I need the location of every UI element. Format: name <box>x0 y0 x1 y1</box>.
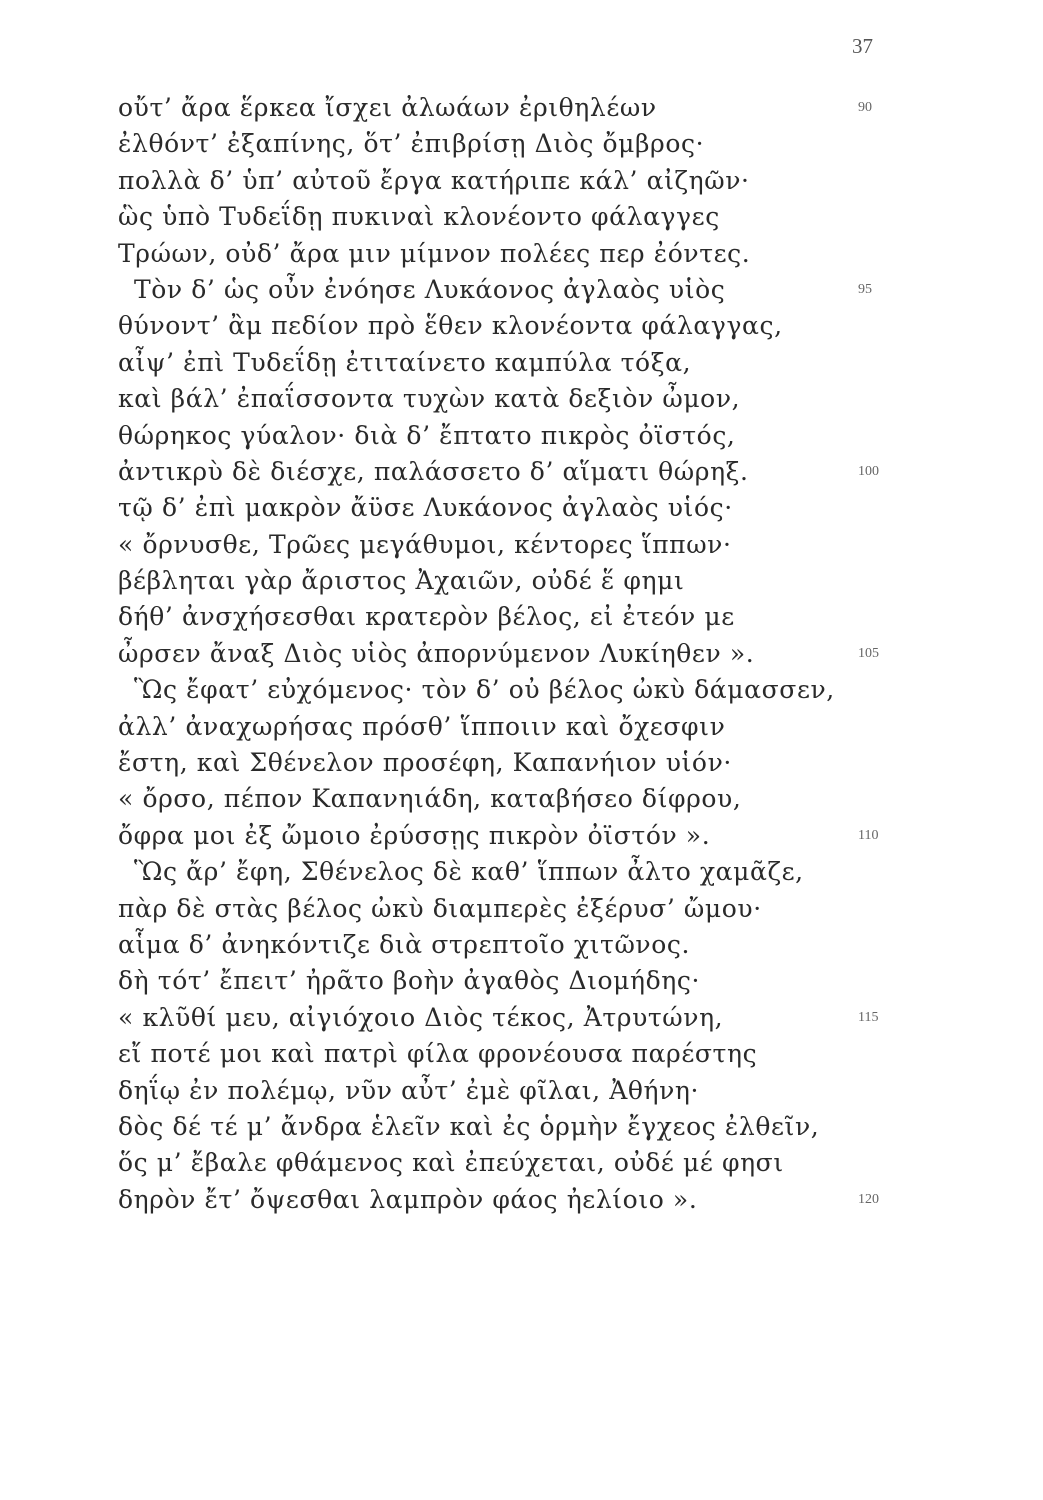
line-number: 115 <box>858 1009 879 1025</box>
verse-line <box>0 199 1043 235</box>
verse-line <box>0 927 1043 963</box>
verse-text: καὶ βάλ’ ἐπαΐσσοντα τυχὼν κατὰ δεξιὸν ὦμον, <box>118 384 741 414</box>
verse-text: ὅς μ’ ἔβαλε φθάμενος καὶ ἐπεύχεται, οὐδέ μέ φησι <box>118 1148 784 1178</box>
verse-text: ὣς ὑπὸ Τυδεΐδῃ πυκιναὶ κλονέοντο φάλαγγες <box>118 202 720 232</box>
verse-text: δηρὸν ἔτ’ ὄψεσθαι λαμπρὸν φάος ἠελίοιο ». <box>118 1184 698 1214</box>
verse-text: οὔτ’ ἄρα ἕρκεα ἴσχει ἀλωάων ἐριθηλέων <box>118 93 657 122</box>
verse-text: δὸς δέ τέ μ’ ἄνδρα ἑλεῖν καὶ ἐς ὁρμὴν ἔγχεος ἐλθεῖν, <box>118 1111 820 1141</box>
verse-line <box>0 745 1043 781</box>
line-number: 95 <box>858 281 872 297</box>
verse-text: πολλὰ δ’ ὑπ’ αὐτοῦ ἔργα κατήριπε κάλ’ αἰζηῶν· <box>118 165 750 195</box>
verse-text: πὰρ δὲ στὰς βέλος ὠκὺ διαμπερὲς ἐξέρυσ’ ὤμου· <box>118 893 762 923</box>
verse-line <box>0 1109 1043 1145</box>
verse-text: εἴ ποτέ μοι καὶ πατρὶ φίλα φρονέουσα παρέστης <box>118 1039 758 1069</box>
verse-text: « ὄρνυσθε, Τρῶες μεγάθυμοι, κέντορες ἵππων· <box>118 529 732 559</box>
verse-line <box>0 418 1043 454</box>
verse-line <box>0 490 1043 526</box>
verse-line <box>0 1073 1043 1109</box>
verse-text: θώρηκος γύαλον· διὰ δ’ ἔπτατο πικρὸς ὀϊστός, <box>118 420 736 450</box>
verse-text: Τρώων, οὐδ’ ἄρα μιν μίμνον πολέες περ ἐόντες. <box>118 238 751 268</box>
verse-text-block <box>0 90 1043 1218</box>
verse-line <box>0 381 1043 417</box>
verse-line <box>0 891 1043 927</box>
verse-text: « κλῦθί μευ, αἰγιόχοιο Διὸς τέκος, Ἀτρυτώνη, <box>118 1002 724 1032</box>
line-number: 120 <box>858 1191 879 1207</box>
verse-text: δὴ τότ’ ἔπειτ’ ἠρᾶτο βοὴν ἀγαθὸς Διομήδης· <box>118 966 700 996</box>
verse-text: Ὣς ἄρ’ ἔφη, Σθένελος δὲ καθ’ ἵππων ἆλτο χαμᾶζε, <box>134 857 804 887</box>
verse-line <box>0 126 1043 162</box>
verse-line <box>0 818 1043 854</box>
verse-line <box>0 636 1043 672</box>
verse-line <box>0 90 1043 126</box>
verse-line <box>0 599 1043 635</box>
verse-line <box>0 854 1043 890</box>
line-number: 110 <box>858 827 879 843</box>
verse-text: « ὄρσο, πέπον Καπανηιάδη, καταβήσεο δίφρου, <box>118 784 742 814</box>
verse-text: αἷμα δ’ ἀνηκόντιζε διὰ στρεπτοῖο χιτῶνος. <box>118 929 691 959</box>
verse-line <box>0 672 1043 708</box>
verse-text: ἐλθόντ’ ἐξαπίνης, ὅτ’ ἐπιβρίσῃ Διὸς ὄμβρος· <box>118 129 705 159</box>
verse-text: δηΐῳ ἐν πολέμῳ, νῦν αὖτ’ ἐμὲ φῖλαι, Ἀθήνη· <box>118 1075 700 1105</box>
verse-text: ἔστη, καὶ Σθένελον προσέφη, Καπανήιον υἱόν· <box>118 748 732 778</box>
verse-text: Τὸν δ’ ὡς οὖν ἐνόησε Λυκάονος ἀγλαὸς υἱὸς <box>134 274 726 304</box>
verse-line <box>0 345 1043 381</box>
verse-text: βέβληται γὰρ ἄριστος Ἀχαιῶν, οὐδέ ἕ φημι <box>118 566 685 596</box>
verse-line <box>0 163 1043 199</box>
verse-line <box>0 963 1043 999</box>
verse-line <box>0 709 1043 745</box>
verse-line <box>0 236 1043 272</box>
verse-line <box>0 1182 1043 1218</box>
line-number: 100 <box>858 463 879 479</box>
verse-text: ὦρσεν ἄναξ Διὸς υἱὸς ἀπορνύμενον Λυκίηθεν ». <box>118 638 755 668</box>
verse-text: τῷ δ’ ἐπὶ μακρὸν ἄϋσε Λυκάονος ἀγλαὸς υἱός· <box>118 493 733 523</box>
verse-line <box>0 1036 1043 1072</box>
verse-text: ἀλλ’ ἀναχωρήσας πρόσθ’ ἵπποιιν καὶ ὄχεσφιν <box>118 711 726 741</box>
verse-line <box>0 563 1043 599</box>
verse-text: ἀντικρὺ δὲ διέσχε, παλάσσετο δ’ αἵματι θώρηξ. <box>118 456 749 486</box>
verse-line <box>0 308 1043 344</box>
verse-line <box>0 1145 1043 1181</box>
verse-line <box>0 454 1043 490</box>
verse-line <box>0 1000 1043 1036</box>
verse-text: θύνοντ’ ἂμ πεδίον πρὸ ἕθεν κλονέοντα φάλαγγας, <box>118 311 783 341</box>
verse-line <box>0 527 1043 563</box>
line-number: 105 <box>858 645 879 661</box>
page-number: 37 <box>852 34 873 58</box>
verse-line <box>0 781 1043 817</box>
verse-text: δήθ’ ἀνσχήσεσθαι κρατερὸν βέλος, εἰ ἐτεόν με <box>118 602 735 632</box>
verse-line <box>0 272 1043 308</box>
verse-text: αἶψ’ ἐπὶ Τυδεΐδῃ ἐτιταίνετο καμπύλα τόξα, <box>118 347 692 377</box>
verse-text: Ὣς ἔφατ’ εὐχόμενος· τὸν δ’ οὐ βέλος ὠκὺ δάμασσεν, <box>134 675 835 705</box>
verse-text: ὄφρα μοι ἐξ ὤμοιο ἐρύσσῃς πικρὸν ὀϊστόν ». <box>118 820 711 850</box>
line-number: 90 <box>858 100 872 115</box>
